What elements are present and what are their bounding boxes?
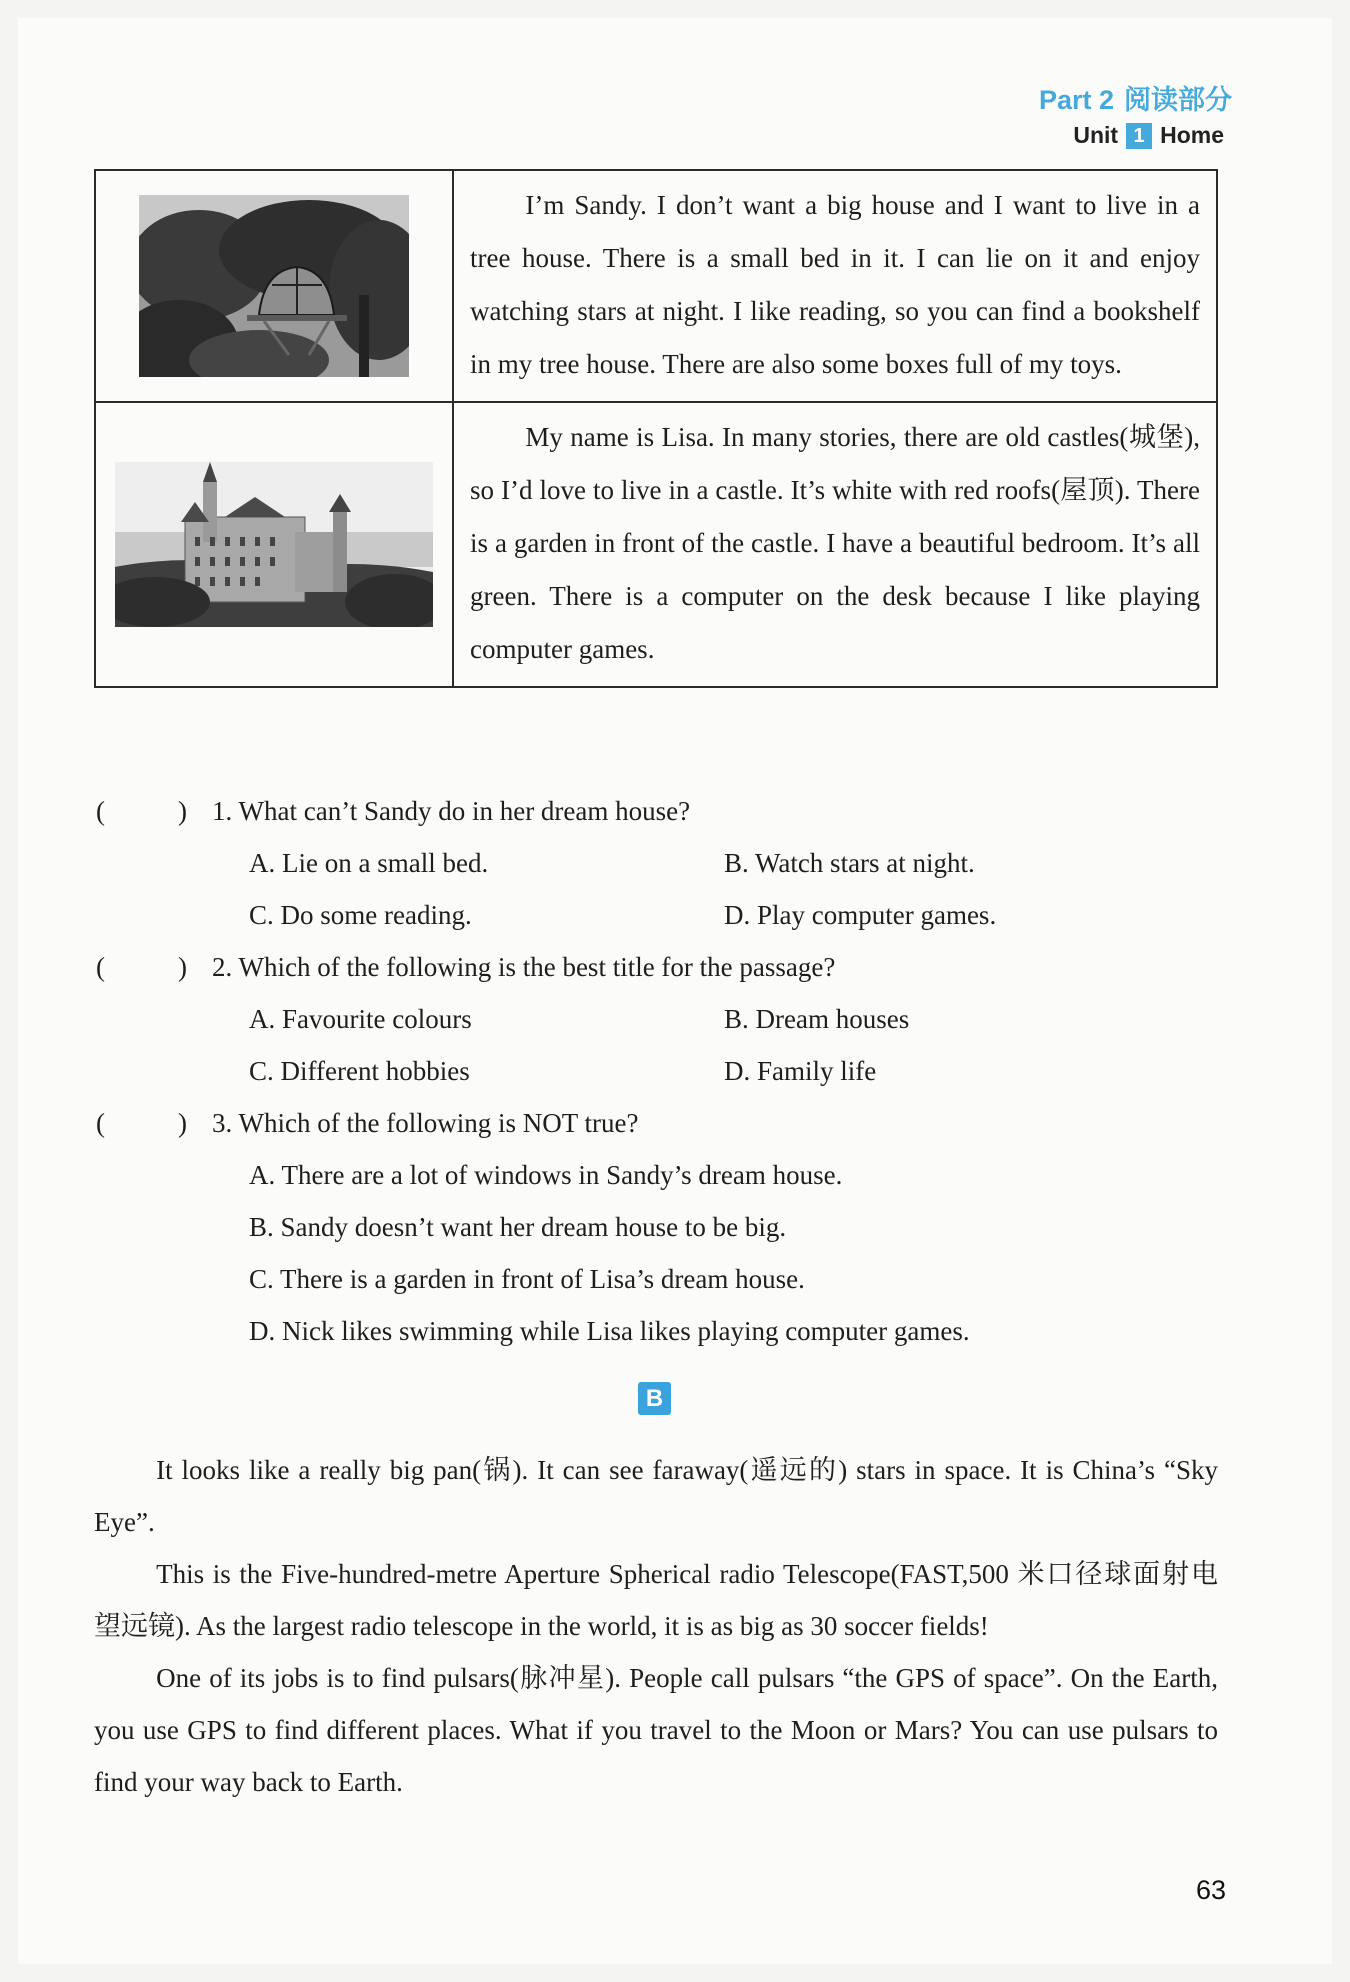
header-unit-label: Unit (1073, 122, 1119, 148)
question-number: 3. (212, 1108, 233, 1138)
page-number: 63 (1195, 1875, 1226, 1905)
answer-paren-open: ( (96, 796, 105, 826)
header-part-cn: 阅读部分 (1124, 85, 1232, 115)
question-number: 1. (212, 796, 233, 826)
option-2c: C. Different hobbies (249, 1056, 470, 1086)
passages-table (94, 169, 1218, 688)
question-text: Which of the following is the best title for the passage? (238, 952, 836, 982)
header-unit-title: Home (1160, 122, 1224, 148)
option-1a: A. Lie on a small bed. (249, 848, 489, 878)
answer-paren-close: ) (178, 952, 187, 982)
passage-lisa: My name is Lisa. In many stories, there are old castles(城堡), so I’d love to live in a castle. It’s white with red roofs(屋顶). There is a garden in front of the castle. I have a beautiful bedroom. It’s all green. There is a computer on the desk because I like playing computer games. (470, 422, 1200, 664)
answer-paren-close: ) (178, 1108, 187, 1138)
section-b-paragraph: It looks like a really big pan(锅). It can see faraway(遥远的) stars in space. It is China’s “Sky Eye”. (94, 1455, 1218, 1537)
passage-row (95, 402, 1217, 687)
section-b-badge: B (638, 1382, 671, 1415)
passage-text-cell (453, 170, 1217, 402)
header-part-label: Part 2 (1038, 85, 1114, 115)
passage-image-cell (95, 402, 453, 687)
tree-house-photo (139, 195, 409, 377)
section-b-paragraph: One of its jobs is to find pulsars(脉冲星). People call pulsars “the GPS of space”. On the Earth, you use GPS to find different places. What if you travel to the Moon or Mars? You can use pulsars to find your way back to Earth. (94, 1663, 1218, 1797)
question-number: 2. (212, 952, 233, 982)
passage-text-cell (453, 402, 1217, 687)
option-2d: D. Family life (724, 1056, 877, 1086)
header-unit (1073, 122, 1224, 149)
option-3a: A. There are a lot of windows in Sandy’s dream house. (249, 1160, 843, 1190)
section-b-passage (94, 1444, 1218, 1808)
passage-sandy: I’m Sandy. I don’t want a big house and I want to live in a tree house. There is a small bed in it. I can lie on it and enjoy watching stars at night. I like reading, so you can find a bookshelf in my tree house. There are also some boxes full of my toys. (470, 190, 1200, 379)
option-1c: C. Do some reading. (249, 900, 472, 930)
option-3d: D. Nick likes swimming while Lisa likes playing computer games. (249, 1316, 970, 1346)
answer-paren-open: ( (96, 952, 105, 982)
question-text: What can’t Sandy do in her dream house? (238, 796, 691, 826)
passage-row (95, 170, 1217, 402)
option-3b: B. Sandy doesn’t want her dream house to be big. (249, 1212, 787, 1242)
option-3c: C. There is a garden in front of Lisa’s dream house. (249, 1264, 805, 1294)
castle-photo (115, 462, 433, 627)
passage-image-cell (95, 170, 453, 402)
unit-number-badge: 1 (1126, 123, 1152, 149)
option-1b: B. Watch stars at night. (724, 848, 975, 878)
answer-paren-open: ( (96, 1108, 105, 1138)
question-text: Which of the following is NOT true? (238, 1108, 639, 1138)
header-part (1039, 78, 1232, 117)
option-1d: D. Play computer games. (724, 900, 997, 930)
answer-paren-close: ) (178, 796, 187, 826)
option-2b: B. Dream houses (724, 1004, 910, 1034)
option-2a: A. Favourite colours (249, 1004, 472, 1034)
section-b-paragraph: This is the Five-hundred-metre Aperture Spherical radio Telescope(FAST,500 米口径球面射电望远镜). As the largest radio telescope in the world, it is as big as 30 soccer fields! (94, 1559, 1218, 1641)
